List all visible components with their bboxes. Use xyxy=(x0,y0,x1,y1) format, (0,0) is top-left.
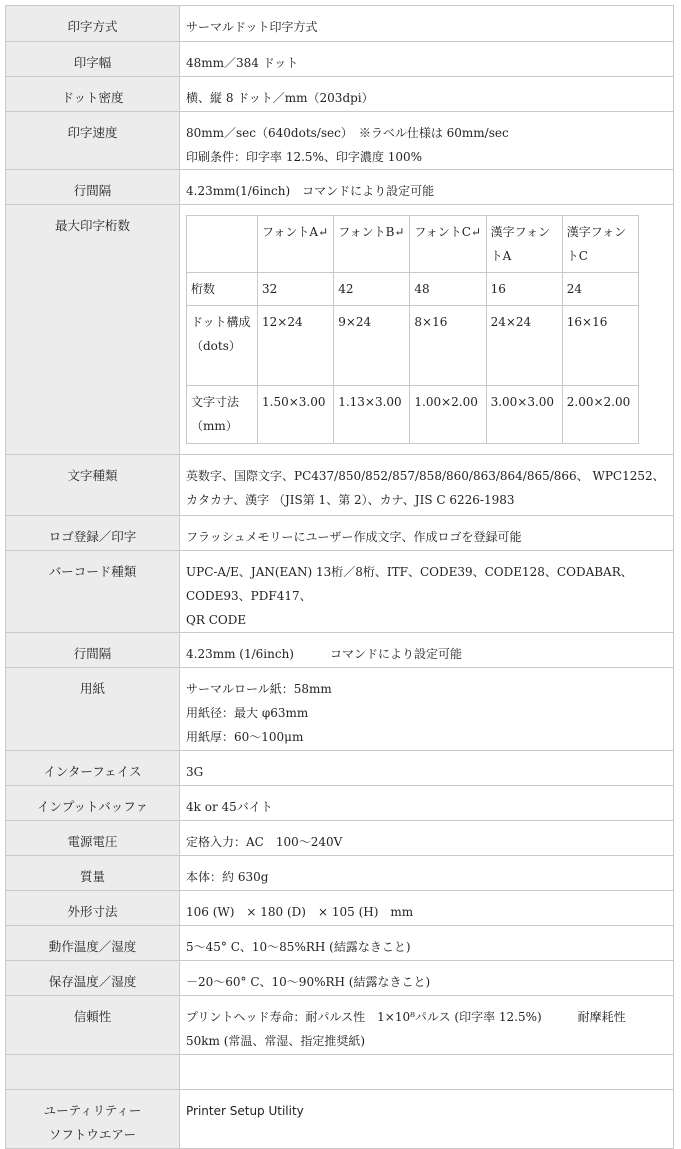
font-table-cell: 32 xyxy=(258,273,334,306)
spec-value: プリントヘッド寿命：耐パルス性 1×10⁸パルス (印字率 12.5%) 耐摩耗性 50km (常温、常湿、指定推奨紙) xyxy=(180,996,674,1055)
spec-row xyxy=(6,668,674,751)
font-table-cell: 3.00×3.00 xyxy=(486,386,562,444)
font-table-cell: 1.00×2.00 xyxy=(410,386,486,444)
spec-value: －20～60° C、10～90%RH (結露なきこと) xyxy=(180,961,674,996)
font-table-row xyxy=(187,386,639,444)
spec-row xyxy=(6,516,674,551)
spec-row xyxy=(6,170,674,205)
spec-value: 80mm／sec（640dots/sec） ※ラベル仕様は 60mm/sec 印刷条件：印字率 12.5%、印字濃度 100% xyxy=(180,112,674,170)
font-table-cell: 1.50×3.00 xyxy=(258,386,334,444)
spec-label: インターフェイス xyxy=(6,751,180,786)
spec-value: 4k or 45バイト xyxy=(180,786,674,821)
font-table-cell: 24 xyxy=(562,273,638,306)
font-table-col-header: 漢字フォントC xyxy=(562,216,638,273)
font-table-col-header: フォントB↵ xyxy=(334,216,410,273)
font-table-cell: 42 xyxy=(334,273,410,306)
font-table-row-label: 桁数 xyxy=(187,273,258,306)
spec-label: 動作温度／湿度 xyxy=(6,926,180,961)
spec-label: 印字速度 xyxy=(6,112,180,170)
spec-table xyxy=(5,5,674,1149)
spec-row xyxy=(6,6,674,42)
font-table-col-header: フォントA↵ xyxy=(258,216,334,273)
font-table-row-label: 文字寸法（mm） xyxy=(187,386,258,444)
spec-row xyxy=(6,996,674,1055)
spec-row xyxy=(6,112,674,170)
spec-label: 最大印字桁数 xyxy=(6,205,180,455)
spec-row xyxy=(6,926,674,961)
font-table-col-header: 漢字フォントA xyxy=(486,216,562,273)
spec-value: サーマルドット印字方式 xyxy=(180,6,674,42)
spec-label: 信頼性 xyxy=(6,996,180,1055)
font-table-cell: 2.00×2.00 xyxy=(562,386,638,444)
spec-label: ロゴ登録／印字 xyxy=(6,516,180,551)
font-table-cell: 24×24 xyxy=(486,306,562,386)
spec-value: 定格入力：AC 100～240V xyxy=(180,821,674,856)
spec-label: 文字種類 xyxy=(6,455,180,516)
spec-value: UPC-A/E、JAN(EAN) 13桁／8桁、ITF、CODE39、CODE128、CODABAR、CODE93、PDF417、 QR CODE xyxy=(180,551,674,633)
font-table-header xyxy=(187,216,639,273)
spec-value: 106 (W) × 180 (D) × 105 (H) mm xyxy=(180,891,674,926)
font-table-row-label: ドット構成（dots） xyxy=(187,306,258,386)
spec-value: 3G xyxy=(180,751,674,786)
spec-label: 保存温度／湿度 xyxy=(6,961,180,996)
spec-row xyxy=(6,786,674,821)
spec-row xyxy=(6,891,674,926)
spec-row xyxy=(6,961,674,996)
spec-value: 4.23mm(1/6inch) コマンドにより設定可能 xyxy=(180,170,674,205)
font-table-cell: 9×24 xyxy=(334,306,410,386)
spec-row xyxy=(6,751,674,786)
spec-value: サーマルロール紙：58mm 用紙径：最大 φ63mm 用紙厚：60～100μm xyxy=(180,668,674,751)
spec-label: ドット密度 xyxy=(6,77,180,112)
spec-label: 外形寸法 xyxy=(6,891,180,926)
font-table-cell: 48 xyxy=(410,273,486,306)
spec-value xyxy=(180,1055,674,1090)
spec-row xyxy=(6,455,674,516)
spec-label: 電源電圧 xyxy=(6,821,180,856)
spec-row xyxy=(6,1090,674,1149)
spec-label xyxy=(6,1055,180,1090)
font-table-cell: 8×16 xyxy=(410,306,486,386)
spec-row xyxy=(6,42,674,77)
spec-label: 質量 xyxy=(6,856,180,891)
font-table-col-header: フォントC↵ xyxy=(410,216,486,273)
spec-value: 5～45° C、10～85%RH (結露なきこと) xyxy=(180,926,674,961)
spec-row-empty xyxy=(6,1055,674,1090)
spec-row xyxy=(6,821,674,856)
spec-value: 英数字、国際文字、PC437/850/852/857/858/860/863/864/865/866、 WPC1252、 カタカナ、漢字 （JIS第 1、第 2）、カナ、JIS C 6226-1983 xyxy=(180,455,674,516)
spec-value: 本体：約 630g xyxy=(180,856,674,891)
font-table-row xyxy=(187,273,639,306)
spec-value: 横、縦 8 ドット／mm（203dpi） xyxy=(180,77,674,112)
spec-value: 4.23mm (1/6inch) コマンドにより設定可能 xyxy=(180,633,674,668)
spec-value: 48mm／384 ドット xyxy=(180,42,674,77)
spec-label: 印字幅 xyxy=(6,42,180,77)
spec-label: 行間隔 xyxy=(6,170,180,205)
font-table-corner xyxy=(187,216,258,273)
font-table-cell: 12×24 xyxy=(258,306,334,386)
font-table-row xyxy=(187,306,639,386)
spec-row xyxy=(6,633,674,668)
font-table-cell: 16 xyxy=(486,273,562,306)
font-table-cell: 1.13×3.00 xyxy=(334,386,410,444)
spec-label: 行間隔 xyxy=(6,633,180,668)
spec-label: 用紙 xyxy=(6,668,180,751)
spec-value xyxy=(180,205,674,455)
spec-label: インプットバッファ xyxy=(6,786,180,821)
spec-label: バーコード種類 xyxy=(6,551,180,633)
font-table-cell: 16×16 xyxy=(562,306,638,386)
spec-value: フラッシュメモリーにユーザー作成文字、作成ロゴを登録可能 xyxy=(180,516,674,551)
spec-value: Printer Setup Utility xyxy=(180,1090,674,1149)
spec-row-font-table xyxy=(6,205,674,455)
spec-row xyxy=(6,856,674,891)
font-table xyxy=(186,215,639,444)
spec-row xyxy=(6,77,674,112)
spec-label: 印字方式 xyxy=(6,6,180,42)
spec-row xyxy=(6,551,674,633)
spec-label: ユーティリティー ソフトウエアー xyxy=(6,1090,180,1149)
